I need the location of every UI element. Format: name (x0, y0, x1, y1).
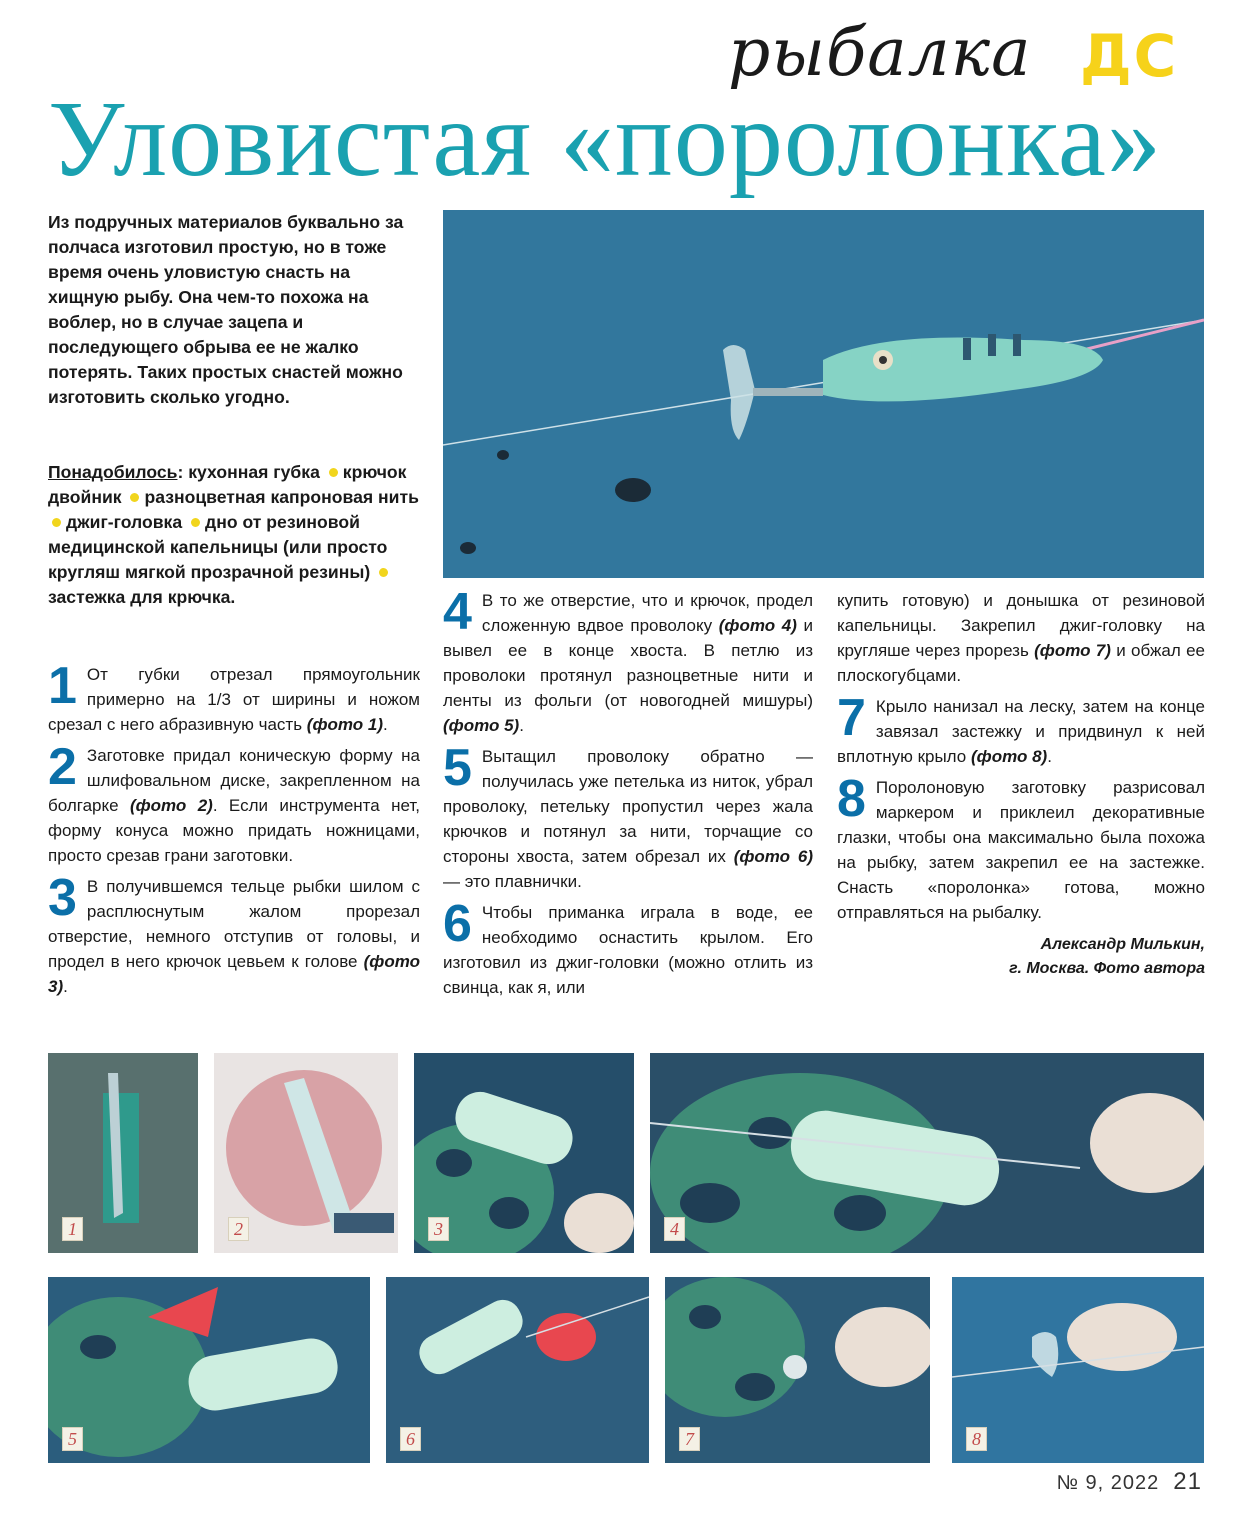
author-credit (837, 933, 1205, 981)
photo-ref: (фото 5) (443, 716, 520, 735)
material-item: крючок двойник (48, 462, 407, 507)
author-place: г. Москва. Фото автора (1009, 960, 1205, 977)
photo-7 (665, 1277, 930, 1463)
photo-5 (48, 1277, 370, 1463)
photo-ref: (фото 3) (48, 952, 420, 996)
bullet-icon (329, 468, 338, 477)
text-column-2 (443, 583, 813, 1006)
photo-number: 8 (966, 1427, 987, 1451)
step-text: От губки отрезал прямоугольник примерно на 1/3 от ширины и ножом срезал с него абразивную часть (48, 665, 420, 734)
step-4 (443, 583, 813, 738)
step-text-tail: — это плавнички. (443, 872, 582, 891)
photo-number: 4 (664, 1217, 685, 1241)
step-text: Чтобы приманка играла в воде, ее необходимо оснастить крылом. Его изготовил из джиг-головки (можно отлить из свинца, как я, или (443, 903, 813, 997)
bullet-icon (130, 493, 139, 502)
page-number: 21 (1173, 1468, 1202, 1495)
headline: Уловистая «поролонка» (48, 80, 1162, 199)
rubric-badge: ДС (1080, 22, 1179, 90)
main-photo (443, 210, 1204, 578)
issue-number: № 9, 2022 (1056, 1472, 1160, 1494)
material-item: дно от резиновой медицинской капельницы (или просто кругляш мягкой прозрачной резины) (48, 512, 388, 582)
step-text-tail: . (1047, 747, 1052, 766)
step-number: 5 (443, 739, 472, 797)
materials-list: Понадобилось: кухонная губка крючок двойник разноцветная капроновая нить джиг-головка дно от резиновой медицинской капельницы (или просто кругляш мягкой прозрачной резины) застежка для крючка. (48, 462, 419, 607)
lead-paragraph: Из подручных материалов буквально за полчаса изготовил простую, но в тоже время очень уловистую снасть на хищную рыбу. Она чем-то похожа на воблер, но в случае зацепа и последующего обрыва ее не жалко потерять. Таких простых снастей можно изготовить сколько угодно. (48, 212, 404, 407)
step-text: Вытащил проволоку обратно — получилась уже петелька из ниток, убрал проволоку, петельку пропустил через жала крючков и потянул за нити, торчащие со стороны хвоста, затем обрезал их (443, 747, 813, 866)
photo-3 (414, 1053, 634, 1253)
step-number: 4 (443, 583, 472, 641)
step-text-tail: . (63, 977, 68, 996)
step-text-tail: . (519, 716, 524, 735)
text-column-3 (837, 588, 1205, 981)
material-item: кухонная губка (188, 462, 320, 482)
folio (1057, 1468, 1202, 1496)
material-item: джиг-головка (66, 512, 183, 532)
step-6-continued (837, 588, 1205, 688)
step-text-tail: и обжал ее плоскогубцами. (837, 641, 1205, 685)
photo-6 (386, 1277, 649, 1463)
step-text: Поролоновую заготовку разрисовал маркером и приклеил декоративные глазки, чтобы она максимально была похожа на рыбку, затем закрепил ее на застежке. Снасть «поролонка» готова, можно отправляться на рыбалку. (837, 778, 1205, 922)
step-number: 7 (837, 689, 866, 747)
photo-number: 1 (62, 1217, 83, 1241)
step-3 (48, 869, 420, 999)
step-8 (837, 770, 1205, 925)
step-text: В то же отверстие, что и крючок, продел сложенную вдвое проволоку (481, 591, 813, 635)
step-text-tail: . (382, 715, 388, 734)
step-5 (443, 739, 813, 894)
step-number: 2 (48, 738, 77, 796)
photo-number: 2 (228, 1217, 249, 1241)
photo-number: 7 (679, 1427, 700, 1451)
step-1 (48, 657, 420, 737)
photo-number: 5 (62, 1427, 83, 1451)
photo-8 (952, 1277, 1204, 1463)
photo-ref: (фото 1) (306, 715, 383, 734)
photo-ref: (фото 7) (1034, 641, 1111, 660)
material-item: застежка для крючка. (48, 587, 236, 607)
step-text-tail: и вывел ее в конце хвоста. В петлю из проволоки протянул разноцветные нити и ленты из фольги (от новогодней мишуры) (443, 616, 813, 710)
step-6 (443, 895, 813, 1000)
bullet-icon (191, 518, 200, 527)
photo-number: 3 (428, 1217, 449, 1241)
step-2 (48, 738, 420, 868)
step-number: 3 (48, 869, 77, 927)
author-name: Александр Милькин, (1040, 936, 1205, 953)
material-item: разноцветная капроновая нить (144, 487, 419, 507)
photo-ref: (фото 2) (129, 796, 213, 815)
rubric-word: рыбалка (728, 14, 1032, 91)
photo-ref: (фото 4) (718, 616, 797, 635)
step-number: 6 (443, 895, 472, 953)
photo-1 (48, 1053, 198, 1253)
step-text: Заготовке придал коническую форму на шлифовальном диске, закрепленном на болгарке (48, 746, 420, 815)
text-column-1 (48, 657, 420, 1005)
photo-number: 6 (400, 1427, 421, 1451)
photo-ref: (фото 6) (733, 847, 813, 866)
step-text: купить готовую) и донышка от резиновой капельницы. Закрепил джиг-головку на кругляше через прорезь (837, 591, 1205, 660)
photo-ref: (фото 8) (971, 747, 1048, 766)
step-number: 8 (837, 770, 866, 828)
bullet-icon (379, 568, 388, 577)
step-text-tail: . Если инструмента нет, форму конуса можно придать ножницами, просто срезав грани заготовки. (48, 796, 420, 865)
photo-2 (214, 1053, 398, 1253)
step-text: Крыло нанизал на леску, затем на конце завязал застежку и придвинул к ней вплотную крыло (837, 697, 1205, 766)
photo-4 (650, 1053, 1204, 1253)
step-number: 1 (48, 657, 77, 715)
materials-label: Понадобилось (48, 462, 178, 482)
step-text: В получившемся тельце рыбки шилом с расплюснутым жалом прорезал отверстие, немного отступив от головы, и продел в него крючок цевьем к голове (48, 877, 420, 971)
bullet-icon (52, 518, 61, 527)
step-7 (837, 689, 1205, 769)
